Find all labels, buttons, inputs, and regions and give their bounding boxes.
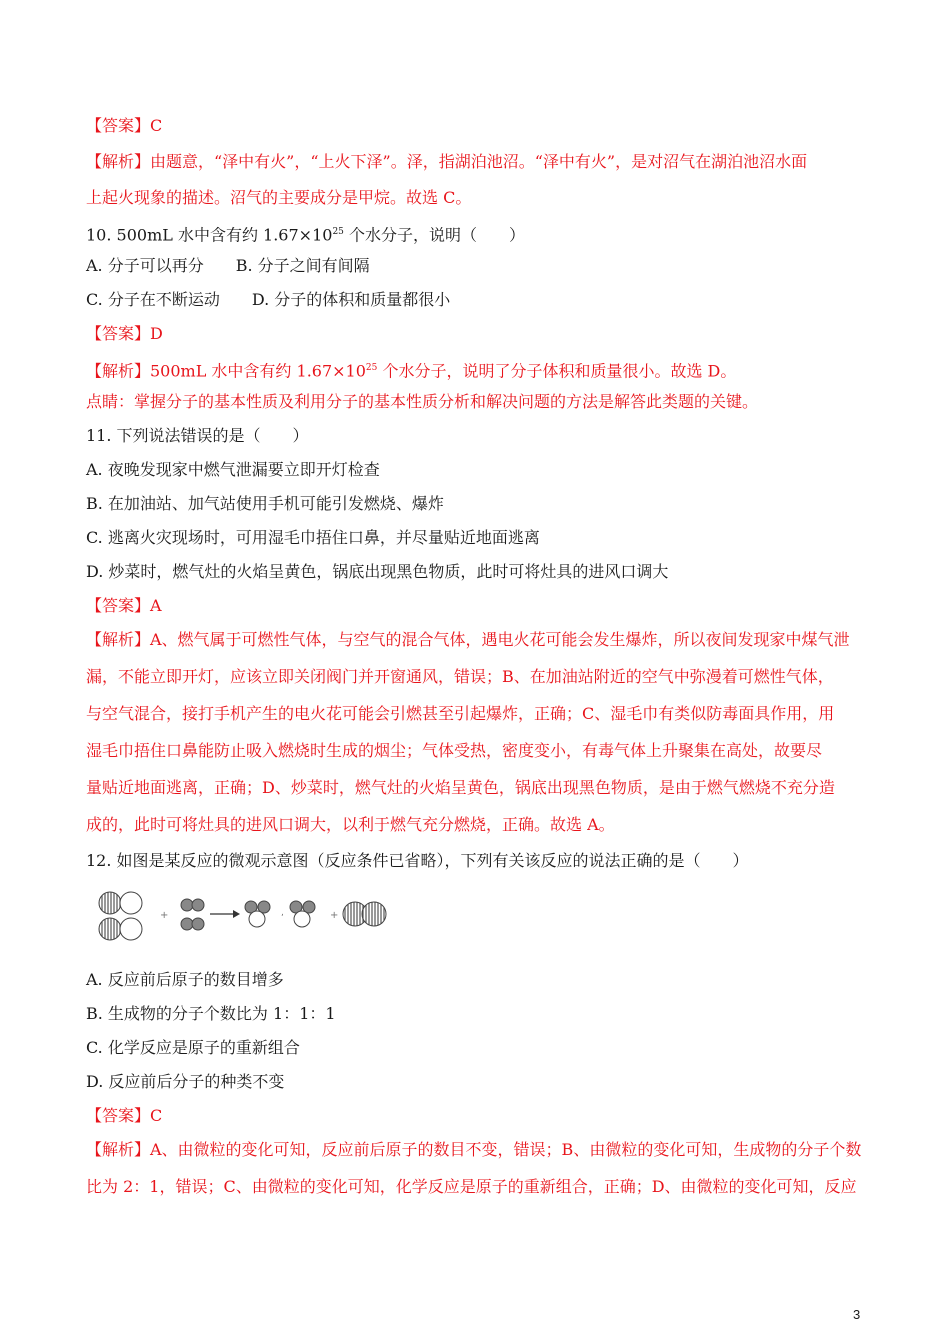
q9-analysis-line-1: 【解析】由题意，“泽中有火”，“上火下泽”。泽，指湖泊池沼。“泽中有火”，是对沼气在湖泊池沼水面 [86, 152, 808, 171]
reaction-arrow [210, 910, 240, 918]
product-molecule-3 [343, 902, 386, 926]
reactant-molecule-3 [181, 899, 204, 930]
q12-analysis-line-1: 【解析】A、由微粒的变化可知，反应前后原子的数目不变，错误；B、由微粒的变化可知，生成物的分子个数 [86, 1140, 862, 1159]
q10-options-row-2: C. 分子在不断运动 D. 分子的体积和质量都很小 [86, 290, 451, 309]
q11-option-a: A. 夜晚发现家中燃气泄漏要立即开灯检查 [86, 460, 380, 479]
q12-option-b: B. 生成物的分子个数比为 1：1：1 [86, 1004, 336, 1023]
page-number: 3 [853, 1307, 861, 1322]
product-molecule-1 [245, 901, 270, 927]
q11-analysis-line-4: 湿毛巾捂住口鼻能防止吸入燃烧时生成的烟尘；气体受热，密度变小，有毒气体上升聚集在高处，故要尽 [86, 741, 823, 760]
q12-option-d: D. 反应前后分子的种类不变 [86, 1072, 285, 1091]
q11-analysis-line-3: 与空气混合，接打手机产生的电火花可能会引燃甚至引起爆炸，正确；C、湿毛巾有类似防毒面具作用，用 [86, 704, 835, 723]
reaction-micro-diagram [98, 885, 388, 945]
q11-stem: 11. 下列说法错误的是（ ） [86, 426, 309, 445]
q12-option-a: A. 反应前后原子的数目增多 [86, 970, 284, 989]
q11-option-b: B. 在加油站、加气站使用手机可能引发燃烧、爆炸 [86, 494, 444, 513]
q12-analysis-line-2: 比为 2：1，错误；C、由微粒的变化可知，化学反应是原子的重新组合，正确；D、由微粒的变化可知，反应 [86, 1177, 857, 1196]
plus-sign: + [160, 910, 169, 921]
q10-stem: 10. 500mL 水中含有约 $1.67\times 10^{25}$ 个水分子，说明（ ） [86, 225, 525, 245]
q10-answer: 【答案】D [86, 324, 163, 343]
q11-analysis-line-2: 漏，不能立即开灯，应该立即关闭阀门并开窗通风，错误；B、在加油站附近的空气中弥漫着可燃性气体， [86, 667, 834, 686]
plus-sign-2: + [330, 910, 339, 921]
q11-option-d: D. 炒菜时，燃气灶的火焰呈黄色，锅底出现黑色物质，此时可将灶具的进风口调大 [86, 562, 669, 581]
q12-option-c: C. 化学反应是原子的重新组合 [86, 1038, 300, 1057]
q9-analysis-line-2: 上起火现象的描述。沼气的主要成分是甲烷。故选 C。 [86, 188, 472, 207]
q9-answer: 【答案】C [86, 116, 163, 135]
product-molecule-2 [290, 901, 315, 927]
q11-analysis-line-1: 【解析】A、燃气属于可燃性气体，与空气的混合气体，遇电火花可能会发生爆炸，所以夜间发现家中煤气泄 [86, 630, 850, 649]
q10-analysis: 【解析】500mL 水中含有约 $1.67\times 10^{25}$ 个水分子，说明了分子体积和质量很小。故选 D。 [86, 361, 737, 381]
q11-option-c: C. 逃离火灾现场时，可用湿毛巾捂住口鼻，并尽量贴近地面逃离 [86, 528, 540, 547]
q10-options-row-1: A. 分子可以再分 B. 分子之间有间隔 [86, 256, 370, 275]
q10-tip: 点睛：掌握分子的基本性质及利用分子的基本性质分析和解决问题的方法是解答此类题的关键。 [86, 392, 759, 411]
comma-sign: , [281, 908, 284, 918]
q11-analysis-line-5: 量贴近地面逃离，正确；D、炒菜时，燃气灶的火焰呈黄色，锅底出现黑色物质，是由于燃气燃烧不充分造 [86, 778, 835, 797]
q12-answer: 【答案】C [86, 1106, 163, 1125]
reactant-molecule-1 [99, 892, 142, 914]
q12-stem: 12. 如图是某反应的微观示意图（反应条件已省略），下列有关该反应的说法正确的是（ ） [86, 851, 749, 870]
reactant-molecule-2 [99, 918, 142, 940]
q11-answer: 【答案】A [86, 596, 162, 615]
q11-analysis-line-6: 成的，此时可将灶具的进风口调大，以利于燃气充分燃烧，正确。故选 A。 [86, 815, 615, 834]
